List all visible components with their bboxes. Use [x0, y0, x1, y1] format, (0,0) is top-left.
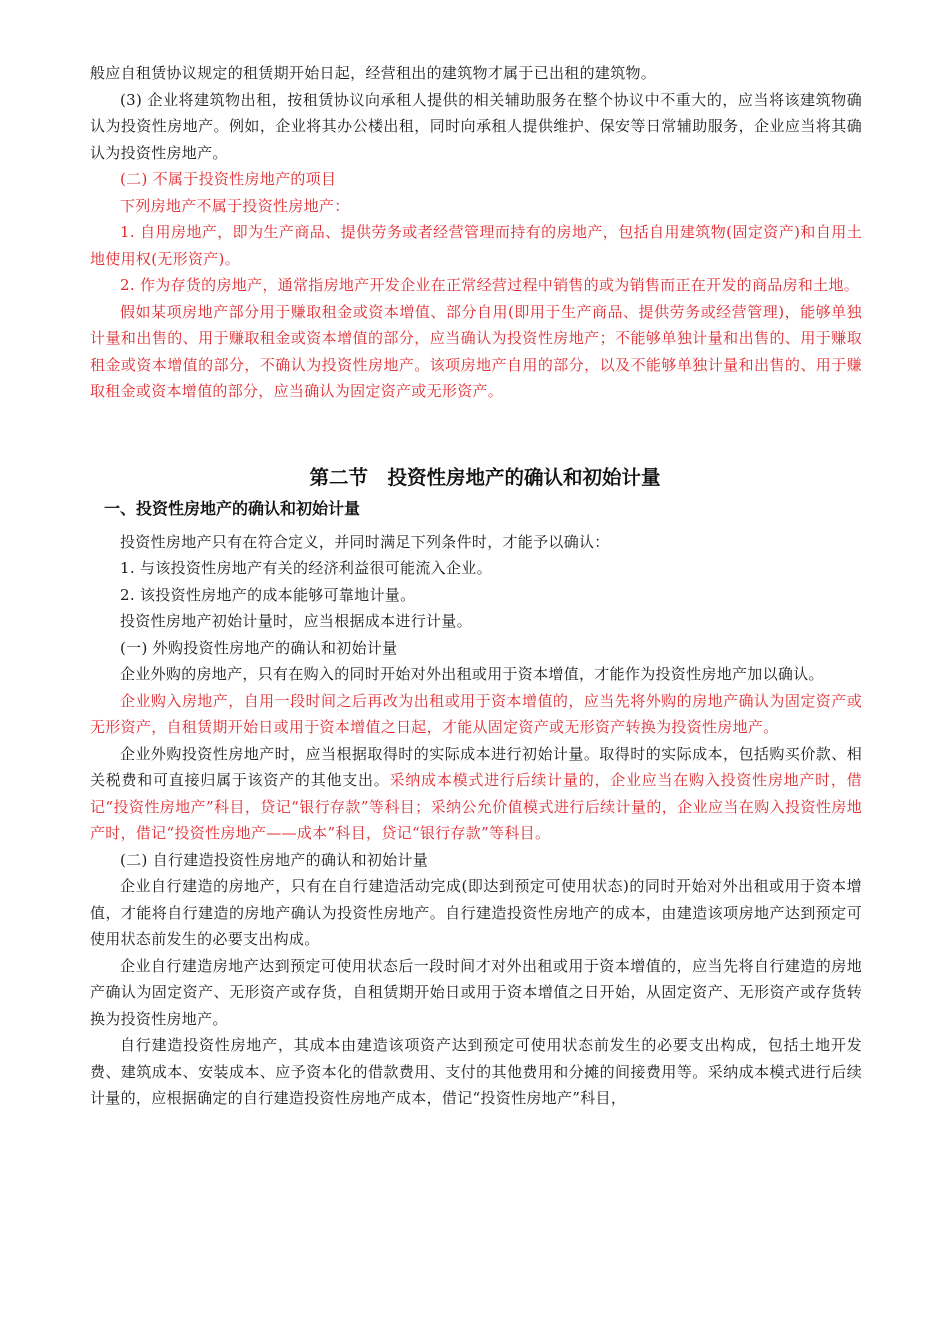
heading-self-built-property: (二) 自行建造投资性房地产的确认和初始计量 — [120, 850, 429, 869]
paragraph-self-built-cost: 自行建造投资性房地产，其成本由建造该项资产达到预定可使用状态前发生的必要支出构成，包括土地开发费、建筑成本、安装成本、应予资本化的借款费用、支付的其他费用和分摊的间接费用等。采纳成本模式进行后续计量的，应根据确定的自行建造投资性房地产成本，借记“投资性房地产”科目， — [90, 1036, 862, 1107]
list-item-self-use-property: 1. 自用房地产，即为生产商品、提供劳务或者经营管理而持有的房地产，包括自用建筑物(固定资产)和自用土地使用权(无形资产)。 — [90, 223, 862, 268]
paragraph-list-intro: 下列房地产不属于投资性房地产： — [120, 196, 350, 215]
paragraph-lease-start: 般应自租赁协议规定的租赁期开始日起，经营租出的建筑物才属于已出租的建筑物。 — [90, 64, 657, 82]
paragraph-partial-use: 假如某项房地产部分用于赚取租金或资本增值、部分自用(即用于生产商品、提供劳务或经营管理)，能够单独计量和出售的、用于赚取租金或资本增值的部分，应当确认为投资性房地产；不能够单独计量和出售的、用于赚取租金或资本增值的部分，不确认为投资性房地产。该项房地产自用的部分，以及不能够单独计量和出售的、用于赚取租金或资本增值的部分，应当确认为固定资产或无形资产。 — [90, 302, 862, 400]
section-subtitle: 一、投资性房地产的确认和初始计量 — [104, 498, 361, 518]
list-item-inventory-property: 2. 作为存货的房地产，通常指房地产开发企业在正常经营过程中销售的或为销售而正在开发的商品房和土地。 — [120, 276, 860, 294]
list-item-reliable-cost: 2. 该投资性房地产的成本能够可靠地计量。 — [120, 585, 416, 604]
purchased-journal-entries: 采纳成本模式进行后续计量的，企业应当在购入投资性房地产时，借记“投资性房地产”科目，贷记“银行存款”等科目；采纳公允价值模式进行后续计量的，企业应当在购入投资性房地产时，借记“投资性房地产——成本”科目，贷记“银行存款”等科目。 — [90, 771, 862, 842]
paragraph-purchased-recognition: 企业外购的房地产，只有在购入的同时开始对外出租或用于资本增值，才能作为投资性房地产加以确认。 — [120, 665, 824, 683]
paragraph-self-built-delayed-lease: 企业自行建造房地产达到预定可使用状态后一段时间才对外出租或用于资本增值的，应当先将自行建造的房地产确认为固定资产、无形资产或存货，自租赁期开始日或用于资本增值之日开始，从固定资产、无形资产或存货转换为投资性房地产。 — [90, 956, 862, 1028]
paragraph-purchased-self-use-first: 企业购入房地产，自用一段时间之后再改为出租或用于资本增值的，应当先将外购的房地产确认为固定资产或无形资产，自租赁期开始日或用于资本增值之日起，才能从固定资产或无形资产转换为投资性房地产。 — [90, 691, 862, 736]
paragraph-auxiliary-services: (3) 企业将建筑物出租，按租赁协议向承租人提供的相关辅助服务在整个协议中不重大的，应当将该建筑物确认为投资性房地产。例如，企业将其办公楼出租，同时向承租人提供维护、保安等日常辅助服务，企业应当将其确认为投资性房地产。 — [90, 90, 862, 162]
document-page — [90, 60, 862, 1112]
paragraph-recognition-conditions: 投资性房地产只有在符合定义，并同时满足下列条件时，才能予以确认： — [120, 532, 610, 551]
list-item-economic-benefit: 1. 与该投资性房地产有关的经济利益很可能流入企业。 — [120, 559, 492, 577]
paragraph-self-built-recognition: 企业自行建造的房地产，只有在自行建造活动完成(即达到预定可使用状态)的同时开始对外出租或用于资本增值，才能将自行建造的房地产确认为投资性房地产。自行建造投资性房地产的成本，由建造该项房地产达到预定可使用状态前发生的必要支出构成。 — [90, 877, 862, 948]
heading-purchased-property: (一) 外购投资性房地产的确认和初始计量 — [120, 638, 398, 657]
section-spacer — [90, 405, 862, 461]
section-title: 第二节 投资性房地产的确认和初始计量 — [309, 465, 661, 489]
paragraph-purchased-cost — [90, 741, 862, 847]
heading-not-investment-property: (二) 不属于投资性房地产的项目 — [120, 170, 337, 188]
paragraph-initial-measurement: 投资性房地产初始计量时，应当根据成本进行计量。 — [120, 612, 472, 630]
purchased-cost-text: 企业外购投资性房地产时，应当根据取得时的实际成本进行初始计量。取得时的实际成本，包括购买价款、相关税费和可直接归属于该资产的其他支出。 — [90, 744, 862, 789]
